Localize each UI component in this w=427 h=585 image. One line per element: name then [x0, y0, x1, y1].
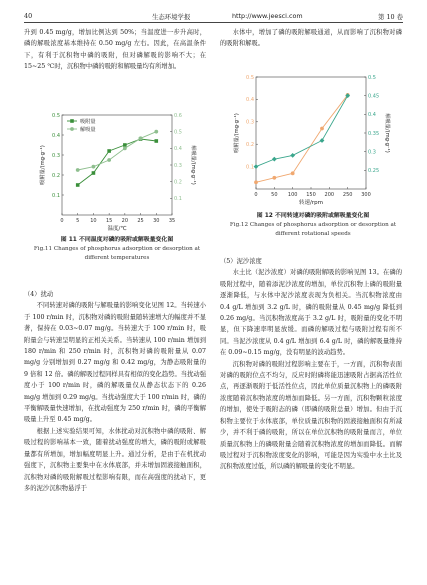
y-left-tick-label: 0.4	[52, 132, 60, 139]
x-tick-label: 30	[153, 218, 160, 224]
journal-url[interactable]: http://www.jeesci.com	[232, 12, 303, 20]
figure-11-chart	[34, 107, 204, 235]
y-right-axis-label: 解吸量/(mg·g⁻¹)	[384, 113, 390, 153]
y-right-tick-label: 0.3	[174, 162, 182, 169]
y-right-tick-label: 0.4	[174, 146, 182, 153]
paragraph: 水体中，增加了磷的吸附解吸通道，从而影响了沉积物对磷的吸附和解吸。	[220, 29, 402, 48]
x-tick-label: 25	[137, 218, 144, 224]
running-header	[24, 10, 403, 23]
plot-frame	[256, 77, 366, 189]
data-point-series-1	[272, 176, 276, 180]
y-left-tick-label: 0.3	[52, 152, 60, 159]
data-point-series-2	[107, 158, 111, 162]
data-point-series-1	[76, 183, 80, 187]
series-line-1	[256, 95, 348, 182]
figure-11-caption	[22, 236, 212, 263]
y-right-tick-label: 0.5	[368, 74, 376, 81]
paragraph: 沉积物对磷的吸附过程影响主要在于，一方面，沉积物表面对磷的吸附位点不均匀，反应时附磷将能迅速吸附占据高活性位点，再逐渐吸附于低活性位点，因此单位质量沉积物上的磷吸附浓度随着沉积物浓度的增加而降低。另一方面，沉积物颗粒浓度的增加，使处于吸附态的磷（即磷的吸附总量）增加。但由于沉积物主要位于水体底部，单位质量沉积物的固液接触面积有所减少，并不利于磷的吸附，所以在单位沉积物的吸附量而言，单位质量沉积物上的磷吸附量会随着沉积物浓度的增加而降低。而解吸过程对于沉积物浓度变化的影响，可能是因为实验中水土比及沉积物浓度过低，所以磷的解吸量的变化不明显。	[220, 360, 402, 471]
y-right-tick-label: 0.1	[174, 196, 182, 203]
y-left-tick-label: 0.1	[52, 192, 60, 199]
paragraph: 水土比（泥沙浓度）对磷的吸附解吸的影响见图 13。在磷的吸附过程中，随着添泥沙浓度的增加，单位沉积物上磷的吸附量逐渐降低，与水体中泥沙浓度表现为负相关。当沉积物浓度由 0.4 g/L 增加到 3.2 g/L 时，磷的吸附量从 0.45 mg/g 降低到 0.26 mg/g。当沉积物浓度高于 3.2 g/L 时，吸附量的变化不明显，但下降速率明显放缓。而磷的解吸过程与吸附过程有所不同。当泥沙浓度从 0.4 g/L 增加到 6.4 g/L 时，磷的解吸量维持在 0.09~0.15 mg/g，没有明显的波动趋势。	[220, 269, 402, 357]
figure-11-caption-en: Fig.11 Changes of phosphorus adsorption or desorption at different temperatures	[33, 246, 201, 261]
data-point-series-2	[272, 157, 277, 162]
data-point-series-2	[76, 168, 80, 172]
data-point-series-1	[154, 139, 158, 143]
x-axis-label: 温度/℃	[107, 226, 127, 232]
figure-11-caption-cn: 图 11 不同温度对磷的吸附或解吸量变化图	[60, 237, 174, 243]
y-left-tick-label: 0.2	[52, 172, 60, 179]
paragraph: 升到 0.45 mg/g，增加比例达到 50%；当温度进一步升高时，磷的解吸浓度基本维持在 0.50 mg/g 左右。因此，在高温条件下，有利于沉积物中磷的吸附，但对磷解吸的影响不大；在 15~25 ℃时，沉积物中磷的吸附和解吸量均有所增加。	[24, 29, 206, 71]
x-tick-label: 0	[60, 218, 64, 224]
y-right-tick-label: 0.45	[368, 93, 380, 100]
y-left-tick-label: 0.5	[246, 74, 254, 81]
left-column-body	[24, 289, 206, 494]
y-left-axis-label: 吸附量/(mg·g⁻¹)	[234, 113, 240, 153]
data-point-series-2	[254, 164, 259, 169]
data-point-series-2	[154, 130, 158, 134]
y-left-tick-label: 0.3	[246, 119, 254, 126]
x-tick-label: 5	[76, 218, 80, 224]
x-tick-label: 0	[254, 192, 258, 198]
y-right-tick-label: 0.2	[174, 179, 182, 186]
legend-label: 解吸量	[80, 126, 96, 133]
y-left-axis-label: 吸附量/(mg·g⁻¹)	[40, 145, 46, 185]
x-tick-label: 20	[121, 218, 129, 224]
data-point-series-1	[92, 171, 96, 175]
y-right-tick-label: 0.35	[368, 130, 380, 137]
section-title-disturbance: （4）扰动	[24, 291, 54, 298]
right-column-body	[220, 256, 402, 473]
x-axis-label: 转速/rpm	[299, 200, 323, 206]
x-tick-label: 15	[105, 218, 113, 224]
y-right-tick-label: 0.25	[368, 168, 380, 175]
y-right-axis-label: 解吸量/(mg·g⁻¹)	[190, 145, 196, 185]
data-point-series-1	[254, 180, 258, 184]
data-point-series-1	[123, 143, 127, 147]
data-point-series-2	[320, 138, 325, 143]
figure-12-caption-en: Fig.12 Changes of phosphorus adsorption or desorption at different rotational speeds	[229, 222, 397, 237]
figure-12-chart	[226, 67, 398, 217]
y-right-tick-label: 0.6	[174, 112, 182, 119]
x-tick-label: 35	[168, 218, 176, 224]
y-right-tick-label: 0.3	[368, 149, 376, 156]
x-tick-label: 300	[361, 192, 371, 198]
y-right-tick-label: 0.4	[368, 112, 376, 119]
x-tick-label: 150	[306, 192, 316, 198]
series-line-2	[78, 132, 157, 170]
y-left-tick-label: 0.4	[246, 97, 254, 104]
data-point-series-2	[290, 153, 295, 158]
legend-swatch-marker	[70, 119, 74, 123]
volume-label: 第 10 卷	[378, 13, 403, 21]
paragraph: 根据上述实验结果可知，水体扰动对沉积物中磷的吸附、解吸过程的影响基本一致，随着扰动强度的增大，磷的吸附或解吸量都有所增加，增加幅度明显上升。通过分析，是由于在机扰动强度下，沉积物主要集中在水体底部，并未增加固液接触面积，沉积物对磷的吸附解吸过程影响有限，而在高强度的扰动下，更多的泥沙沉积物悬浮于	[24, 427, 206, 492]
data-point-series-1	[291, 171, 295, 175]
left-column-top-text	[24, 27, 206, 73]
data-point-series-1	[320, 127, 324, 131]
x-tick-label: 250	[342, 192, 353, 198]
legend-swatch-marker	[70, 127, 74, 131]
paragraph: 不同转速对磷的吸附与解吸量的影响变化见图 12。当转速小于 100 r/min 时，沉积物对磷的吸附量随转速增大的幅度并不显著，保持在 0.03~0.07 mg/g。当转速大于 100 r/min 时，吸附量会与转速呈明显的正相关关系。当转速从 100 r/min 增加到 180 r/min 和 250 r/min 时，沉积物对磷的吸附量从 0.07 mg/g 分别增加到 0.27 mg/g 和 0.42 mg/g，为静态吸附量的 9 倍和 12 倍。磷的解吸过程同样具有相似的变化趋势。当扰动强度小于 100 r/min 时，磷的解吸量仅从静态状态下的 0.26 mg/g 增加到 0.29 mg/g。当扰动强度大于 100 r/min 时，磷的平衡解吸量快速增加，在扰动强度为 250 r/min 时，磷的平衡解吸量上升至 0.45 mg/g。	[24, 302, 206, 424]
data-point-series-2	[92, 165, 96, 169]
x-tick-label: 100	[287, 192, 298, 198]
right-column-top-text	[220, 27, 402, 50]
y-left-tick-label: 0.1	[246, 164, 254, 171]
data-point-series-1	[107, 149, 111, 153]
legend-label: 吸附量	[80, 118, 96, 125]
section-title-sediment-concentration: （5）泥沙浓度	[220, 258, 262, 265]
x-tick-label: 10	[90, 218, 97, 224]
page-number: 40	[24, 12, 33, 20]
series-line-1	[78, 139, 157, 185]
x-tick-label: 200	[324, 192, 335, 198]
x-tick-label: 50	[271, 192, 278, 198]
figure-12-caption-cn: 图 12 不同转速对磷的吸附或解吸量变化图	[256, 213, 370, 219]
series-line-2	[256, 96, 348, 167]
y-left-tick-label: 0.2	[246, 142, 254, 148]
y-left-tick-label: 0.5	[52, 112, 60, 119]
data-point-series-2	[123, 146, 127, 150]
y-right-tick-label: 0.5	[174, 129, 182, 136]
journal-name: 生态环境学报	[152, 13, 191, 21]
data-point-series-2	[139, 136, 143, 140]
figure-12-caption	[218, 212, 408, 239]
